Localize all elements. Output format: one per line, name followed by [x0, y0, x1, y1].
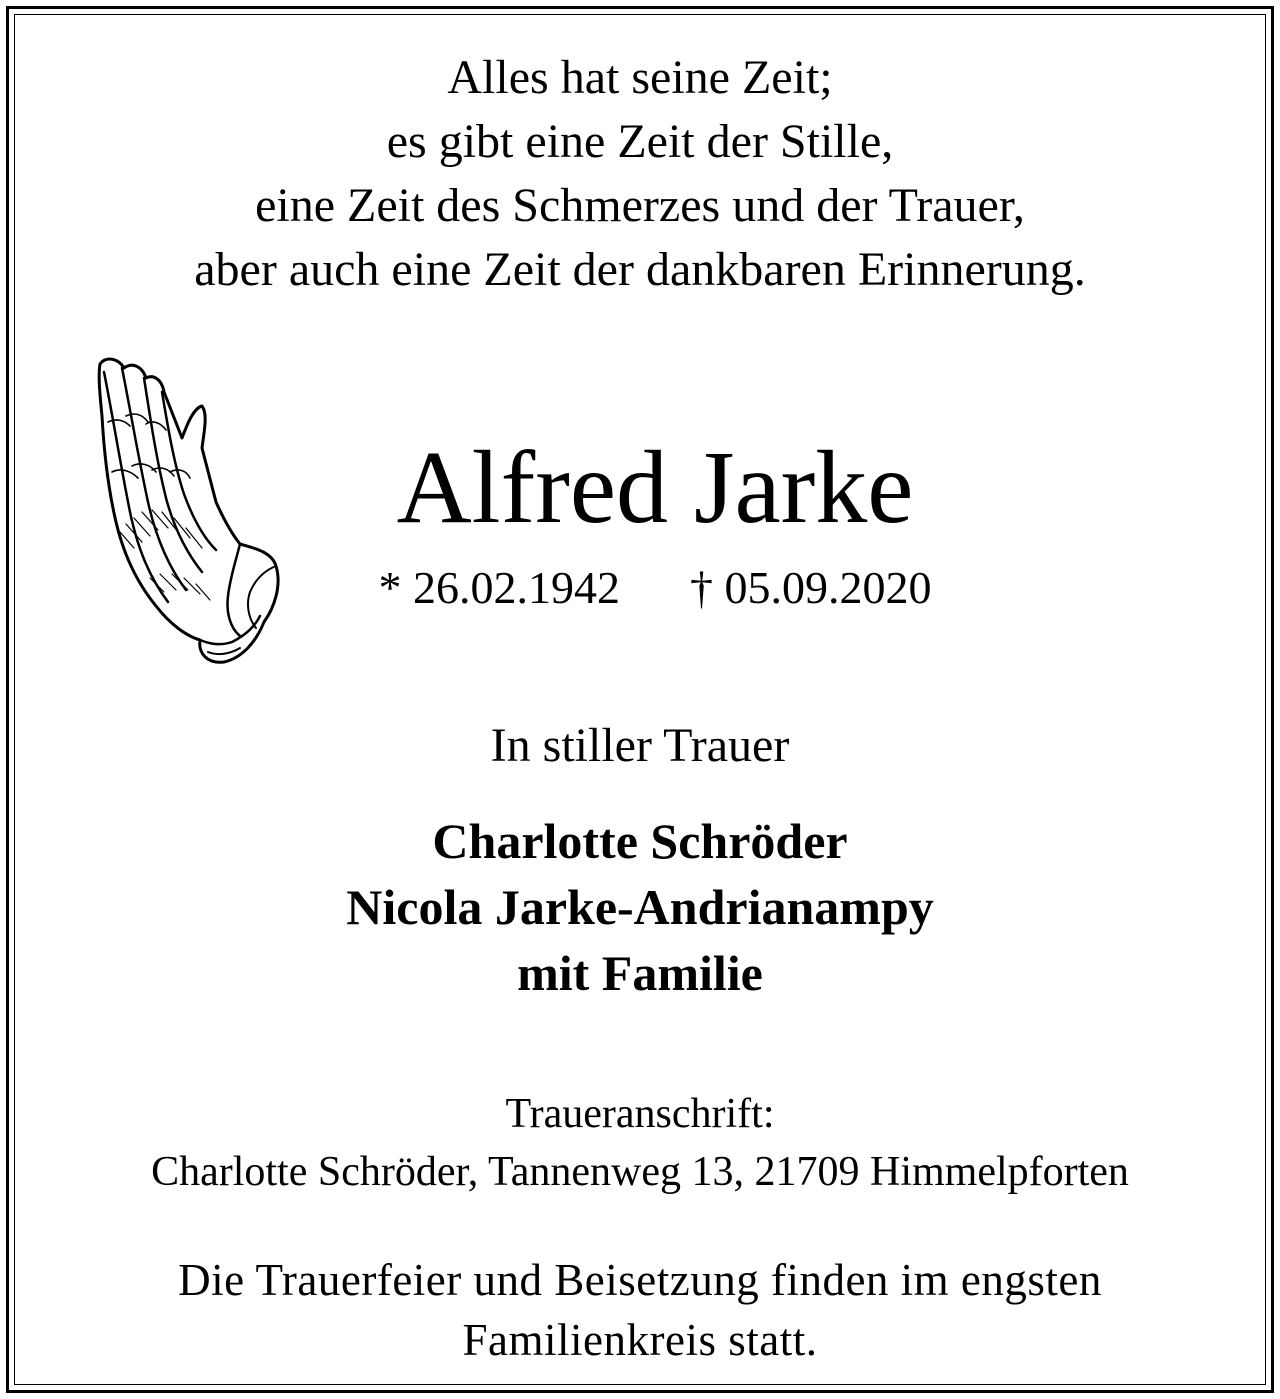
- poem: [0, 46, 1280, 302]
- funeral-note: [0, 1250, 1280, 1370]
- poem-line: eine Zeit des Schmerzes und der Trauer,: [255, 179, 1025, 232]
- mourning-text: In stiller Trauer: [490, 719, 790, 772]
- address-text: Charlotte Schröder, Tannenweg 13, 21709 Himmelpforten: [151, 1149, 1129, 1195]
- death-date: † 05.09.2020: [690, 562, 932, 613]
- note-line: Familienkreis statt.: [462, 1315, 818, 1365]
- life-dates: [300, 560, 1010, 616]
- mourner-name: Nicola Jarke-Andrianampy: [346, 879, 934, 935]
- poem-line: aber auch eine Zeit der dankbaren Erinnerung.: [194, 243, 1086, 296]
- poem-line: Alles hat seine Zeit;: [447, 51, 833, 104]
- address-label: Traueranschrift:: [505, 1091, 775, 1137]
- poem-line: es gibt eine Zeit der Stille,: [386, 115, 894, 168]
- birth-date: * 26.02.1942: [378, 562, 620, 613]
- mourner-name: mit Familie: [517, 945, 763, 1001]
- praying-hands-icon: [90, 352, 286, 670]
- deceased-name: Alfred Jarke: [396, 430, 914, 545]
- mourner-name: Charlotte Schröder: [432, 813, 848, 869]
- mourners-list: [0, 808, 1280, 1006]
- note-line: Die Trauerfeier und Beisetzung finden im engsten: [178, 1255, 1102, 1305]
